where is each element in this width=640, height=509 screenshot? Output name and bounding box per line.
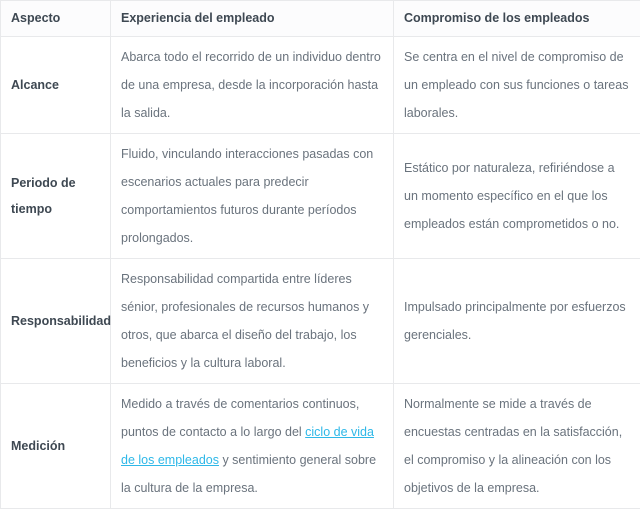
table-row-periodo <box>1 134 640 259</box>
table-row-alcance <box>1 37 640 134</box>
experience-text-pre-link: Medido a través de comentarios continuos, puntos de contacto a lo largo del <box>121 397 359 439</box>
engagement-cell-periodo: Estático por naturaleza, refiriéndose a un momento específico en el que los empleados están comprometidos o no. <box>394 134 640 259</box>
table-row-responsabilidad <box>1 259 640 384</box>
engagement-cell-alcance: Se centra en el nivel de compromiso de un empleado con sus funciones o tareas laborales. <box>394 37 640 134</box>
experience-cell-responsabilidad: Responsabilidad compartida entre líderes sénior, profesionales de recursos humanos y otros, que abarca el diseño del trabajo, los beneficios y la cultura laboral. <box>111 259 394 384</box>
employee-lifecycle-link[interactable]: ciclo de vida de los empleados <box>121 425 374 467</box>
experience-text-post-link: y sentimiento general sobre la cultura de la empresa. <box>121 453 376 495</box>
engagement-cell-responsabilidad: Impulsado principalmente por esfuerzos gerenciales. <box>394 259 640 384</box>
row-label-periodo: Periodo de tiempo <box>1 134 111 259</box>
header-employee-engagement: Compromiso de los empleados <box>394 1 640 37</box>
row-label-medicion: Medición <box>1 384 111 509</box>
header-aspect: Aspecto <box>1 1 111 37</box>
table-row-medicion <box>1 384 640 509</box>
header-employee-experience: Experiencia del empleado <box>111 1 394 37</box>
table-header-row <box>1 1 640 37</box>
experience-cell-medicion <box>111 384 394 509</box>
experience-cell-alcance: Abarca todo el recorrido de un individuo dentro de una empresa, desde la incorporación hasta la salida. <box>111 37 394 134</box>
row-label-alcance: Alcance <box>1 37 111 134</box>
row-label-responsabilidad: Responsabilidad <box>1 259 111 384</box>
experience-cell-periodo: Fluido, vinculando interacciones pasadas con escenarios actuales para predecir comportamientos futuros durante períodos prolongados. <box>111 134 394 259</box>
engagement-cell-medicion: Normalmente se mide a través de encuestas centradas en la satisfacción, el compromiso y la alineación con los objetivos de la empresa. <box>394 384 640 509</box>
